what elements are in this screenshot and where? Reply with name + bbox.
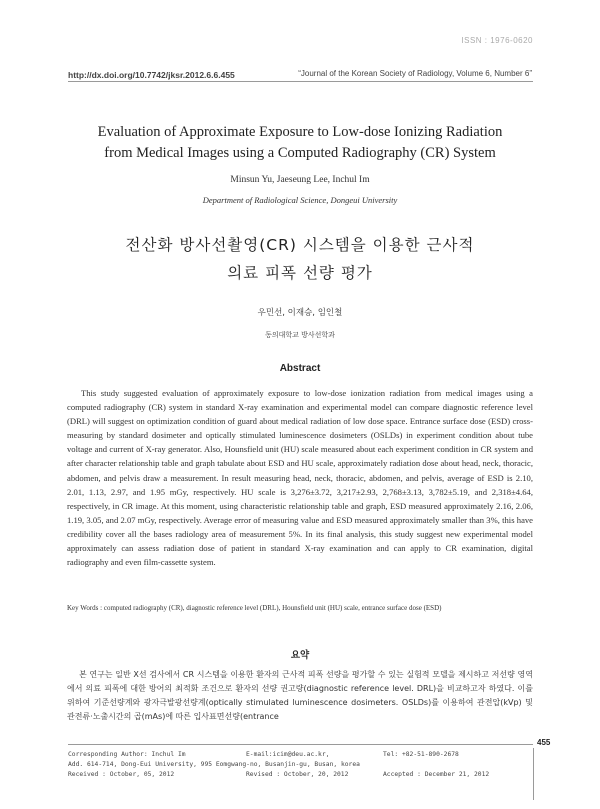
footer-address: Add. 614-714, Dong-Eui University, 995 Eomgwang-no, Busanjin-gu, Busan, korea: [68, 761, 360, 768]
journal-citation: “Journal of the Korean Society of Radiology, Volume 6, Number 6”: [298, 69, 532, 78]
title-english-line2: from Medical Images using a Computed Radiography (CR) System: [104, 145, 496, 161]
title-korean-line1: 전산화 방사선촬영(CR) 시스템을 이용한 근사적: [125, 236, 475, 254]
page-number: 455: [537, 738, 551, 747]
title-english-line1: Evaluation of Approximate Exposure to Low-dose Ionizing Radiation: [97, 124, 503, 140]
footer-rule: [68, 744, 533, 745]
header-rule: [68, 81, 533, 82]
corresponding-author: Corresponding Author: Inchul Im: [68, 751, 186, 758]
accepted-date: Accepted : December 21, 2012: [383, 771, 490, 778]
summary-body: 본 연구는 일반 X선 검사에서 CR 시스템을 이용한 환자의 근사적 피폭 선량을 평가할 수 있는 실험적 모델을 제시하고 저선량 영역에서 의료 피폭에 대한 방어의 최적화 조건으로 환자의 선량 권고량(diagnostic reference level. DRL)을 비교하고자 하였다. 이를 위하여 기준선량계와 광자극발광선량계(optically stimulated luminescence dosimeters. OSLDs)를 이용하여 관전압(kVp) 및 관전류·노출시간의 곱(mAs)에 따른 입사표면선량(entrance: [67, 670, 533, 721]
issn-label: ISSN : 1976-0620: [461, 36, 533, 45]
email-address[interactable]: E-mail:icim@deu.ac.kr,: [246, 751, 330, 758]
corner-rule: [533, 748, 534, 800]
doi-link[interactable]: http://dx.doi.org/10.7742/jksr.2012.6.6.455: [68, 70, 235, 80]
keywords: Key Words : computed radiography (CR), diagnostic reference level (DRL), Hounsfield unit (HU) scale, entrance surface dose (ESD): [67, 604, 442, 612]
authors-korean: 우민선, 이재승, 임인철: [257, 308, 343, 318]
title-english: [60, 122, 540, 164]
title-korean-line2: 의료 피폭 선량 평가: [227, 264, 373, 282]
summary-heading: 요약: [290, 650, 310, 661]
abstract-heading: Abstract: [279, 363, 321, 374]
department-english: Department of Radiological Science, Dongeui University: [202, 195, 398, 205]
footer-info: [68, 746, 533, 780]
abstract-body: This study suggested evaluation of approximately exposure to low-dose ionization radiation from medical images using a computed radiography (CR) system in standard X-ray examination and experimental model can compare diagnostic reference level (DRL) will suggest on optimization condition of guard about medical radiation of low dose space. Entrance surface dose (ESD) cross-measuring by standard dosimeter and optically stimulated luminescence dosimeters (OSLDs) in experiment condition about tube voltage and current of X-ray generator. Also, Hounsfield unit (HU) scale measured about each experiment condition in CR system and after character relationship table and graph tabulate about ESD and HU scale, approximately radiation dose about head, neck, thoracic, abdomen, and pelvis draw a measurement. In result measuring head, neck, thoracic, abdomen, and pelvis, average of ESD is 2.10, 2.01, 1.13, 2.97, and 1.95 mGy, respectively. HU scale is 3,276±3.72, 3,217±2.93, 2,768±3.13, 3,782±5.19, and 2,318±4.64, respectively, in CR image. At this moment, using characteristic relationship table and graph, ESD measured approximately 2.16, 2.06, 1.19, 3.05, and 2.07 mGy, respectively. Average error of measuring value and ESD measured approximately smaller than 3%, this have credibility cover all the bases radiology area of measurement 5%. In its final analysis, this study suggest new experimental model approximately can assess radiation dose of patient in standard X-ray examination and can apply to CR examination, digital radiography and even film-cassette system.: [67, 388, 533, 568]
received-date: Received : October, 05, 2012: [68, 771, 175, 778]
department-korean: 동의대학교 방사선학과: [265, 331, 335, 339]
title-korean: [60, 231, 540, 287]
authors-english: Minsun Yu, Jaeseung Lee, Inchul Im: [230, 175, 370, 185]
revised-date: Revised : October, 20, 2012: [246, 771, 349, 778]
telephone: Tel: +82-51-890-2678: [383, 751, 459, 758]
